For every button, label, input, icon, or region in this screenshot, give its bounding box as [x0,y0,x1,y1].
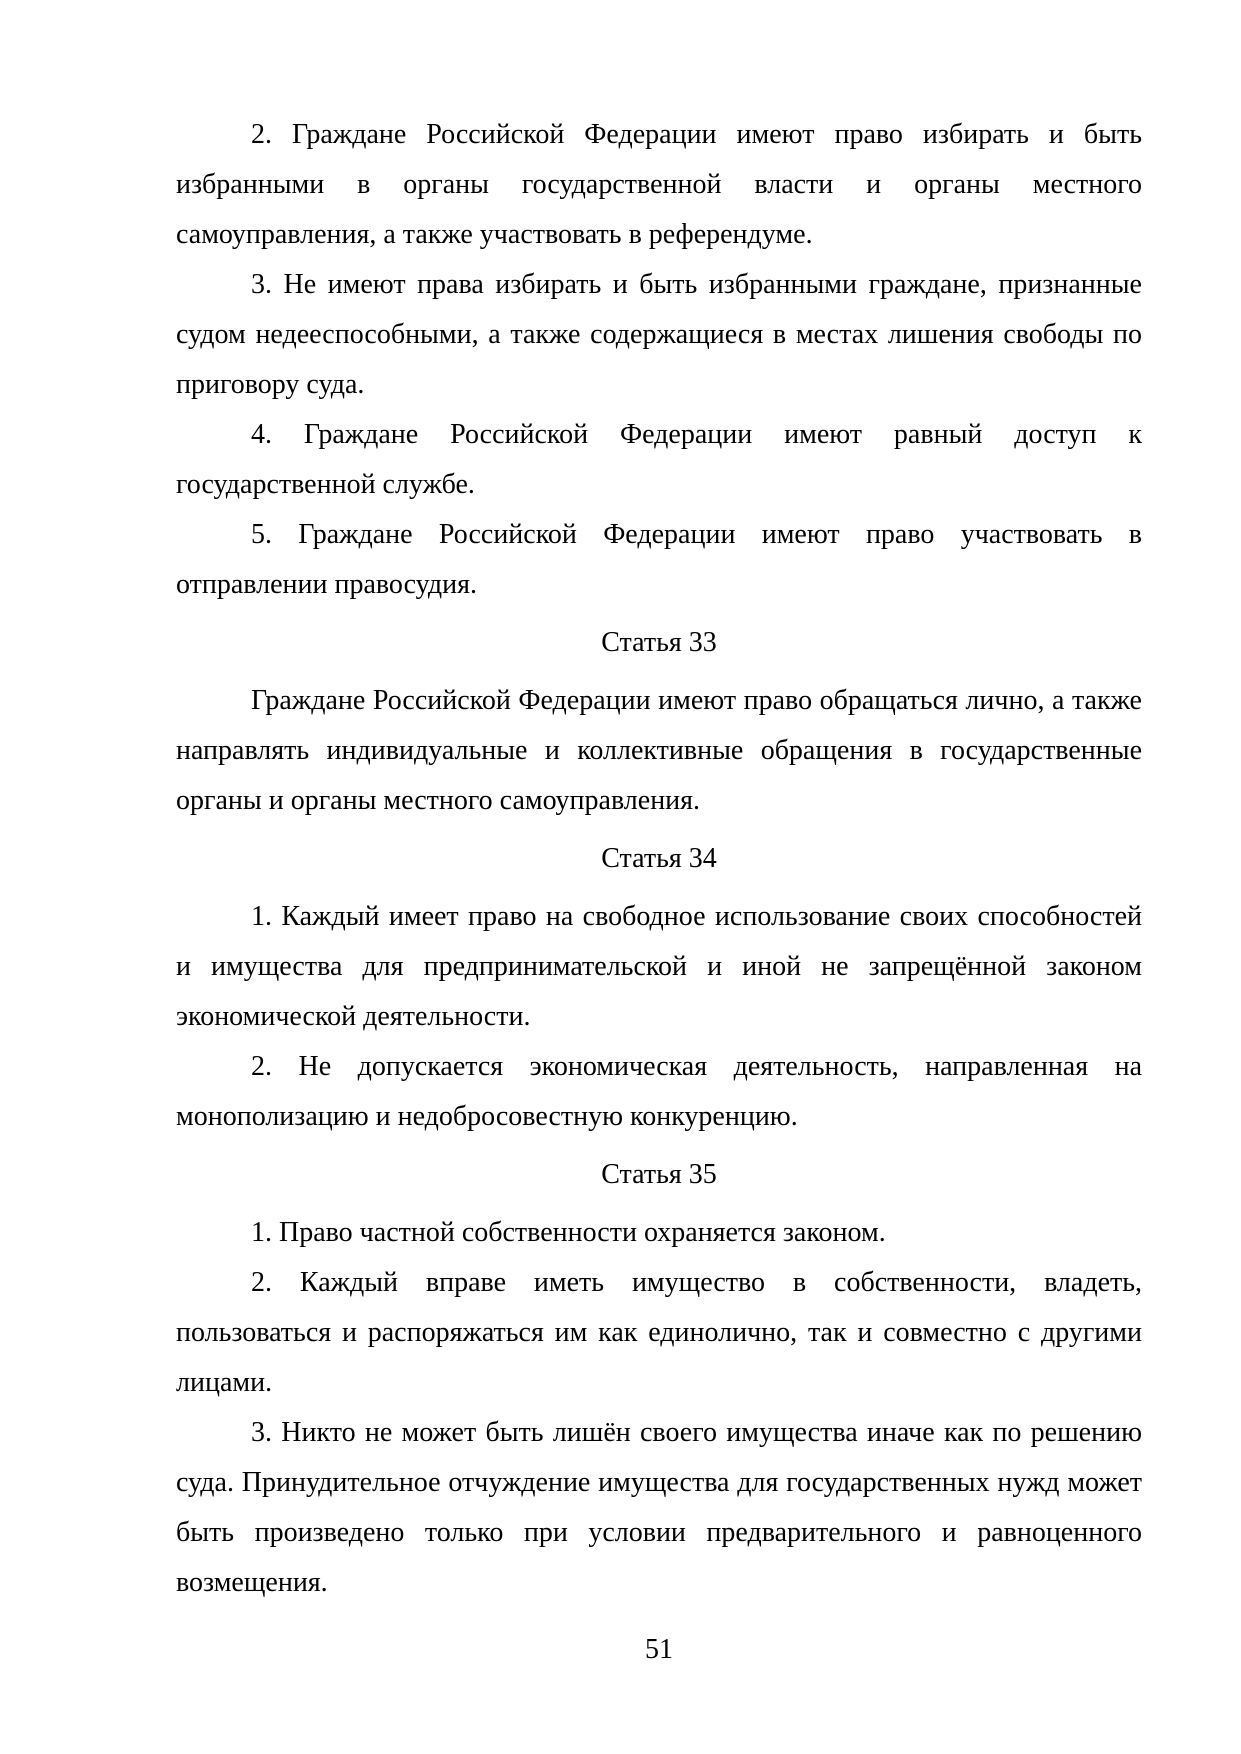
paragraph-article32-item4: 4. Граждане Российской Федерации имеют равный доступ к государственной службе. [176,419,1142,500]
paragraph-article35-item3: 3. Никто не может быть лишён своего имущества иначе как по решению суда. Принудительное отчуждение имущества для государственных нужд может быть произведено только при условии предварительного и равноценного возмещения. [176,1417,1142,1598]
paragraph-article32-item3: 3. Не имеют права избирать и быть избранными граждане, признанные судом недееспособными, а также содержащиеся в местах лишения свободы по приговору суда. [176,269,1142,400]
paragraph-article33: Граждане Российской Федерации имеют право обращаться лично, а также направлять индивидуальные и коллективные обращения в государственные органы и органы местного самоуправления. [176,685,1142,816]
article-heading-33: Статья 33 [601,627,717,658]
paragraph-article35-item1: 1. Право частной собственности охраняется законом. [251,1217,886,1248]
paragraph-article34-item2: 2. Не допускается экономическая деятельность, направленная на монополизацию и недобросовестную конкуренцию. [176,1051,1142,1132]
article-heading-34: Статья 34 [601,843,717,874]
article-heading-35: Статья 35 [601,1159,717,1190]
paragraph-article32-item2: 2. Граждане Российской Федерации имеют право избирать и быть избранными в органы государственной власти и органы местного самоуправления, а также участвовать в референдуме. [176,119,1142,250]
paragraph-article32-item5: 5. Граждане Российской Федерации имеют право участвовать в отправлении правосудия. [176,519,1142,600]
paragraph-article34-item1: 1. Каждый имеет право на свободное использование своих способностей и имущества для предпринимательской и иной не запрещённой законом экономической деятельности. [176,901,1142,1032]
paragraph-article35-item2: 2. Каждый вправе иметь имущество в собственности, владеть, пользоваться и распоряжаться им как единолично, так и совместно с другими лицами. [176,1267,1142,1398]
document-body [176,110,1142,1608]
page-number: 51 [645,1634,673,1665]
